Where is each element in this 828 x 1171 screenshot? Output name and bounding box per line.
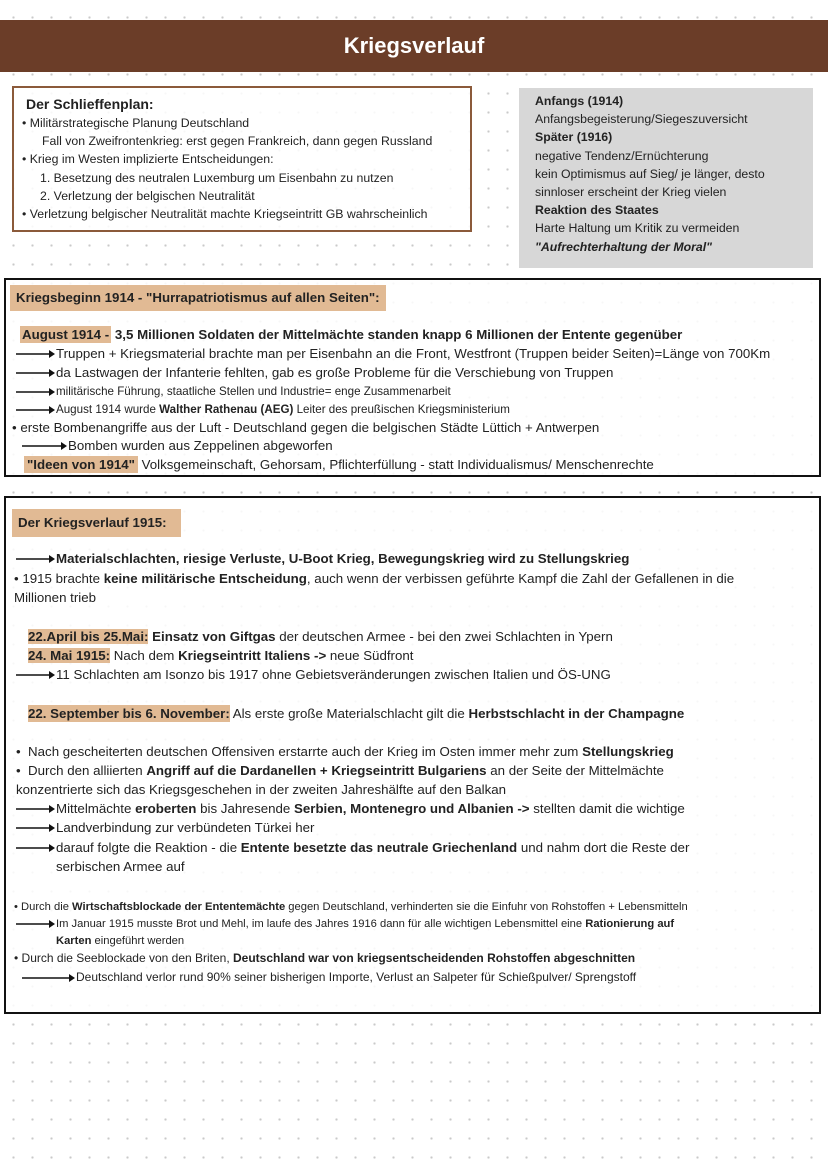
bullet-line: • Durch die Seeblockade von den Briten, Deutschland war von kriegsentscheidenden Rohstoffen abgeschnitten: [14, 951, 636, 965]
stimmung-text: kein Optimismus auf Sieg/ je länger, desto: [535, 166, 765, 181]
text: Durch die: [21, 901, 73, 913]
text: stellten damit die wichtige: [529, 801, 685, 816]
text: Als erste große Materialschlacht gilt die: [229, 706, 469, 721]
date-line: [28, 628, 613, 646]
text: neue Südfront: [326, 648, 414, 663]
text: eroberten: [135, 801, 197, 816]
text: Entente besetzte das neutrale Griechenland: [240, 840, 518, 855]
schlieffen-line: 1. Besetzung des neutralen Luxemburg um Eisenbahn zu nutzen: [40, 170, 394, 185]
arrow-icon: [14, 919, 56, 929]
text: Durch die Seeblockade von den Briten,: [21, 951, 234, 965]
text: keine militärische Entscheidung: [103, 571, 307, 586]
text: Serbien, Montenegro und Albanien ->: [294, 801, 530, 816]
arrow-icon: [14, 349, 56, 359]
section-header: Der Kriegsverlauf 1915:: [12, 509, 181, 537]
stimmung-quote: "Aufrechterhaltung der Moral": [535, 239, 713, 254]
stimmung-box: [519, 88, 813, 268]
text: Nach gescheiterten deutschen Offensiven erstarrte auch der Krieg im Osten immer mehr zum: [28, 744, 583, 759]
text: Einsatz von Giftgas: [148, 629, 276, 644]
arrow-icon: [14, 554, 56, 564]
text: Wirtschaftsblockade der Ententemächte: [72, 901, 286, 913]
arrow-line: [14, 401, 510, 419]
text: der deutschen Armee - bei den zwei Schlachten in Ypern: [275, 629, 613, 644]
arrow-line: [14, 839, 689, 857]
text: Truppen + Kriegsmaterial brachte man per Eisenbahn an die Front, Westfront (Truppen beider Seiten)=Länge von 700Km: [56, 346, 771, 361]
text: gegen Deutschland, verhinderten sie die Einfuhr von Rohstoffen + Lebensmitteln: [285, 901, 688, 913]
text: Bomben wurden aus Zeppelinen abgeworfen: [68, 438, 333, 453]
schlieffen-line: • Militärstrategische Planung Deutschland: [22, 116, 250, 130]
arrow-icon: [20, 441, 68, 451]
arrow-line: [14, 550, 629, 568]
bullet-line: • erste Bombenangriffe aus der Luft - Deutschland gegen die belgischen Städte Lüttich + Antwerpen: [12, 420, 600, 435]
arrow-icon: [14, 670, 56, 680]
text: darauf folgte die Reaktion - die: [56, 840, 241, 855]
text: und nahm dort die Reste der: [517, 840, 690, 855]
schlieffen-line: 2. Verletzung der belgischen Neutralität: [40, 188, 255, 203]
schlieffen-line: Fall von Zweifrontenkrieg: erst gegen Frankreich, dann gegen Russland: [42, 134, 433, 149]
text: Landverbindung zur verbündeten Türkei her: [56, 820, 315, 835]
schlieffen-text: Militärstrategische Planung Deutschland: [29, 116, 250, 130]
text: an der Seite der Mittelmächte: [486, 763, 664, 778]
text: da Lastwagen der Infanterie fehlten, gab es große Probleme für die Verschiebung von Truppen: [56, 365, 614, 380]
date-highlight: August 1914 -: [22, 327, 110, 342]
text: Nach dem: [110, 648, 179, 663]
arrow-line: [14, 383, 451, 401]
arrow-line: [14, 819, 314, 837]
date-line: [28, 647, 413, 665]
schlieffenplan-box: [12, 86, 472, 232]
date-highlight: 24. Mai 1915:: [28, 648, 111, 663]
text-line: [20, 326, 682, 344]
text: Leiter des preußischen Kriegsministerium: [293, 403, 510, 416]
arrow-icon: [14, 823, 56, 833]
text: Stellungskrieg: [582, 744, 674, 759]
ideen-line: [24, 456, 654, 474]
stimmung-heading: Reaktion des Staates: [535, 203, 659, 218]
text: Im Januar 1915 musste Brot und Mehl, im laufe des Jahres 1916 dann für alle wichtigen Lebensmittel eine: [56, 918, 586, 930]
text: Karten: [56, 935, 92, 947]
page-title: Kriegsverlauf: [343, 33, 485, 58]
date-line: [28, 705, 684, 723]
schlieffen-text: Verletzung belgischer Neutralität machte Kriegseintritt GB wahrscheinlich: [29, 207, 428, 222]
arrow-icon: [14, 405, 56, 415]
text-line: Millionen trieb: [14, 590, 97, 605]
text-line: konzentrierte sich das Kriegsgeschehen in der zweiten Jahreshälfte auf den Balkan: [16, 782, 507, 797]
text: Volksgemeinschaft, Gehorsam, Pflichterfüllung - statt Individualismus/ Menschenrechte: [137, 457, 654, 472]
bullet-line: • Durch den alliierten Angriff auf die Dardanellen + Kriegseintritt Bulgariens an der Seite der Mittelmächte: [16, 763, 664, 778]
page-title-banner: [0, 20, 828, 72]
schlieffen-line: • Verletzung belgischer Neutralität machte Kriegseintritt GB wahrscheinlich: [22, 207, 428, 222]
bullet-line: • 1915 brachte keine militärische Entscheidung, auch wenn der verbissen geführte Kampf die Zahl der Gefallenen in die: [14, 571, 735, 586]
arrow-icon: [14, 804, 56, 814]
stimmung-text: Harte Haltung um Kritik zu vermeiden: [535, 221, 740, 236]
kriegsbeginn-section: [4, 278, 821, 477]
text: 11 Schlachten am Isonzo bis 1917 ohne Gebietsveränderungen zwischen Italien und ÖS-UNG: [56, 667, 611, 682]
arrow-icon: [20, 973, 76, 983]
arrow-icon: [14, 843, 56, 853]
schlieffen-line: • Krieg im Westen implizierte Entscheidungen:: [22, 152, 274, 167]
text: Mittelmächte: [56, 801, 136, 816]
stimmung-heading: Später (1916): [535, 130, 613, 145]
lead-text: 3,5 Millionen Soldaten der Mittelmächte standen knapp 6 Millionen der Entente gegenüber: [114, 327, 683, 342]
text: 1915 brachte: [22, 571, 104, 586]
text: militärische Führung, staatliche Stellen und Industrie= enge Zusammenarbeit: [56, 385, 451, 398]
arrow-line: [20, 437, 333, 455]
arrow-line: [14, 345, 770, 363]
text: August 1914 wurde: [56, 403, 160, 416]
text: Walther Rathenau (AEG): [159, 403, 294, 416]
stimmung-text: sinnloser erscheint der Krieg vielen: [535, 185, 727, 200]
kriegsverlauf-1915-section: [4, 496, 821, 1014]
date-highlight: 22. September bis 6. November:: [28, 706, 230, 721]
bullet-line: • Durch die Wirtschaftsblockade der Ententemächte gegen Deutschland, verhinderten sie die Einfuhr von Rohstoffen + Lebensmitteln: [14, 901, 688, 913]
schlieffen-text: Krieg im Westen implizierte Entscheidungen:: [29, 152, 274, 167]
date-highlight: 22.April bis 25.Mai:: [28, 629, 149, 644]
text: Materialschlachten, riesige Verluste, U-Boot Krieg, Bewegungskrieg wird zu Stellungskrieg: [56, 551, 630, 566]
text: Rationierung auf: [585, 918, 675, 930]
stimmung-text: negative Tendenz/Ernüchterung: [535, 148, 709, 163]
schlieffenplan-title: Der Schlieffenplan:: [26, 96, 154, 112]
text: bis Jahresende: [196, 801, 294, 816]
text-line: [56, 932, 184, 950]
text: Herbstschlacht in der Champagne: [468, 706, 685, 721]
text: Angriff auf die Dardanellen + Kriegseintritt Bulgariens: [146, 763, 487, 778]
section-header: Kriegsbeginn 1914 - "Hurrapatriotismus auf allen Seiten":: [10, 285, 386, 311]
arrow-icon: [14, 368, 56, 378]
text: , auch wenn der verbissen geführte Kampf die Zahl der Gefallenen in die: [306, 571, 735, 586]
text: eingeführt werden: [91, 935, 185, 947]
text: Kriegseintritt Italiens ->: [178, 648, 327, 663]
arrow-line: [14, 800, 685, 818]
text: Durch den alliierten: [28, 763, 147, 778]
arrow-line: [14, 915, 674, 933]
arrow-line: [14, 666, 611, 684]
bullet-line: • Nach gescheiterten deutschen Offensiven erstarrte auch der Krieg im Osten immer mehr zum Stellungskrieg: [16, 744, 674, 759]
arrow-icon: [14, 387, 56, 397]
text: Deutschland war von kriegsentscheidenden Rohstoffen abgeschnitten: [233, 951, 636, 965]
text: erste Bombenangriffe aus der Luft - Deutschland gegen die belgischen Städte Lüttich + Antwerpen: [20, 420, 600, 435]
text-line: serbischen Armee auf: [56, 859, 185, 874]
arrow-line: [20, 968, 636, 986]
ideen-highlight: "Ideen von 1914": [24, 456, 138, 473]
stimmung-text: Anfangsbegeisterung/Siegeszuversicht: [535, 112, 748, 127]
stimmung-heading: Anfangs (1914): [535, 94, 624, 108]
text: Deutschland verlor rund 90% seiner bisherigen Importe, Verlust an Salpeter für Schießpulver/ Sprengstoff: [76, 970, 637, 984]
arrow-line: [14, 364, 613, 382]
